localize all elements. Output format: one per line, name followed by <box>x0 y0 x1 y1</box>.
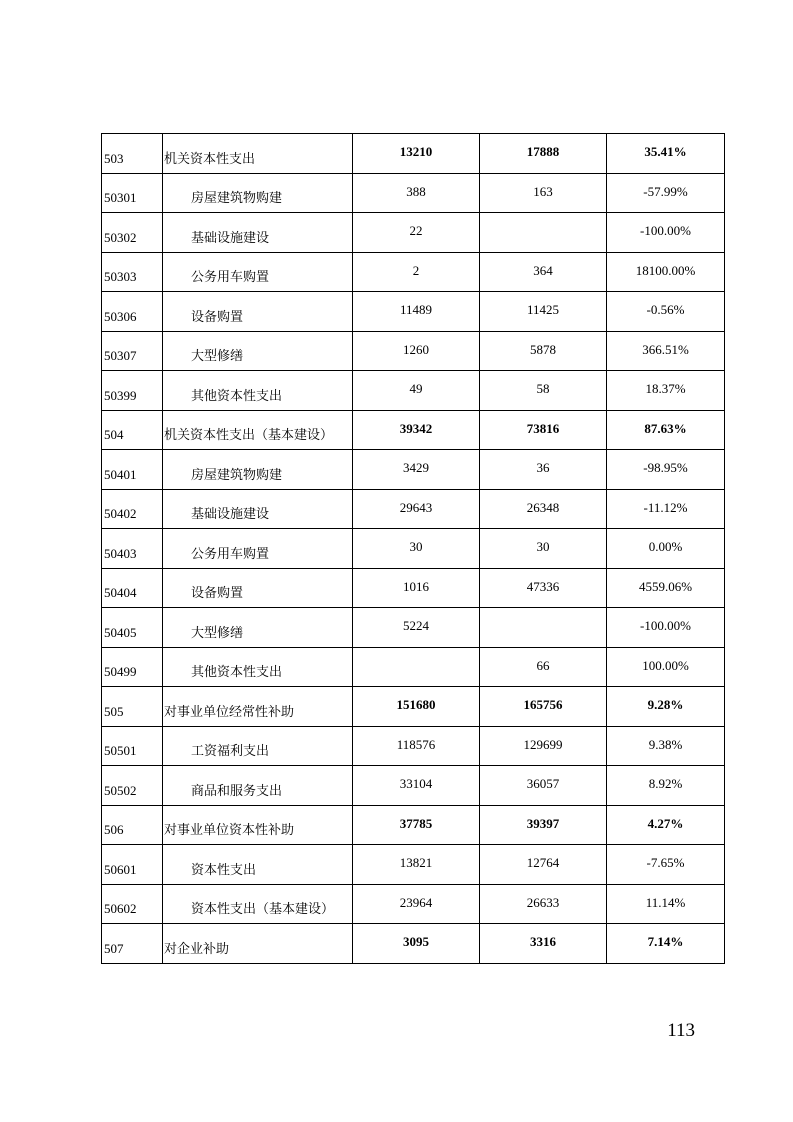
row-value-curr: 36057 <box>480 766 607 806</box>
row-code: 50405 <box>102 608 163 648</box>
row-change-pct: 35.41% <box>607 134 725 174</box>
table-row <box>102 134 725 174</box>
row-value-curr: 12764 <box>480 845 607 885</box>
row-change-pct: 9.38% <box>607 726 725 766</box>
table-body <box>102 134 725 964</box>
table-row <box>102 687 725 727</box>
row-change-pct: -0.56% <box>607 292 725 332</box>
row-value-curr: 58 <box>480 371 607 411</box>
row-value-curr: 364 <box>480 252 607 292</box>
row-change-pct: 7.14% <box>607 924 725 964</box>
row-value-curr: 11425 <box>480 292 607 332</box>
table-row <box>102 489 725 529</box>
row-code: 504 <box>102 410 163 450</box>
row-change-pct: 100.00% <box>607 647 725 687</box>
row-value-curr: 73816 <box>480 410 607 450</box>
row-change-pct: -11.12% <box>607 489 725 529</box>
table-row <box>102 331 725 371</box>
row-value-prev: 30 <box>353 529 480 569</box>
row-value-prev: 49 <box>353 371 480 411</box>
row-code: 506 <box>102 805 163 845</box>
row-code: 507 <box>102 924 163 964</box>
table-row <box>102 726 725 766</box>
row-item-name: 基础设施建设 <box>163 489 353 529</box>
row-item-name: 房屋建筑物购建 <box>163 450 353 490</box>
row-value-prev: 37785 <box>353 805 480 845</box>
row-value-prev: 1016 <box>353 568 480 608</box>
row-change-pct: 18.37% <box>607 371 725 411</box>
row-value-prev: 29643 <box>353 489 480 529</box>
row-value-prev: 1260 <box>353 331 480 371</box>
row-change-pct: 87.63% <box>607 410 725 450</box>
row-value-curr <box>480 213 607 253</box>
row-code: 505 <box>102 687 163 727</box>
row-code: 50401 <box>102 450 163 490</box>
table-row <box>102 371 725 411</box>
row-value-prev: 22 <box>353 213 480 253</box>
row-item-name: 资本性支出 <box>163 845 353 885</box>
row-code: 50301 <box>102 173 163 213</box>
row-item-name: 机关资本性支出 <box>163 134 353 174</box>
row-value-curr: 30 <box>480 529 607 569</box>
row-value-prev: 13210 <box>353 134 480 174</box>
row-change-pct: -98.95% <box>607 450 725 490</box>
row-code: 50501 <box>102 726 163 766</box>
row-value-prev: 23964 <box>353 884 480 924</box>
row-value-curr: 163 <box>480 173 607 213</box>
row-item-name: 房屋建筑物购建 <box>163 173 353 213</box>
row-change-pct: 9.28% <box>607 687 725 727</box>
row-item-name: 对企业补助 <box>163 924 353 964</box>
row-code: 503 <box>102 134 163 174</box>
row-value-prev <box>353 647 480 687</box>
row-change-pct: 0.00% <box>607 529 725 569</box>
table-row <box>102 766 725 806</box>
row-code: 50499 <box>102 647 163 687</box>
row-code: 50601 <box>102 845 163 885</box>
row-change-pct: 4.27% <box>607 805 725 845</box>
row-code: 50306 <box>102 292 163 332</box>
table-row <box>102 845 725 885</box>
table-row <box>102 213 725 253</box>
row-value-prev: 2 <box>353 252 480 292</box>
page-number: 113 <box>667 1020 695 1041</box>
row-value-prev: 33104 <box>353 766 480 806</box>
table-row <box>102 173 725 213</box>
row-change-pct: -100.00% <box>607 608 725 648</box>
row-item-name: 大型修缮 <box>163 608 353 648</box>
row-code: 50404 <box>102 568 163 608</box>
row-item-name: 公务用车购置 <box>163 252 353 292</box>
row-item-name: 对事业单位资本性补助 <box>163 805 353 845</box>
table-row <box>102 450 725 490</box>
row-item-name: 其他资本性支出 <box>163 371 353 411</box>
row-value-prev: 388 <box>353 173 480 213</box>
row-item-name: 机关资本性支出（基本建设） <box>163 410 353 450</box>
row-change-pct: 18100.00% <box>607 252 725 292</box>
row-value-prev: 39342 <box>353 410 480 450</box>
row-change-pct: -57.99% <box>607 173 725 213</box>
row-value-curr: 26633 <box>480 884 607 924</box>
table-row <box>102 529 725 569</box>
row-value-curr: 129699 <box>480 726 607 766</box>
row-value-curr: 47336 <box>480 568 607 608</box>
row-code: 50602 <box>102 884 163 924</box>
row-code: 50402 <box>102 489 163 529</box>
row-item-name: 对事业单位经常性补助 <box>163 687 353 727</box>
row-item-name: 商品和服务支出 <box>163 766 353 806</box>
row-change-pct: 8.92% <box>607 766 725 806</box>
row-code: 50399 <box>102 371 163 411</box>
row-item-name: 设备购置 <box>163 292 353 332</box>
budget-table <box>101 133 725 964</box>
row-code: 50303 <box>102 252 163 292</box>
table-row <box>102 568 725 608</box>
row-value-curr: 165756 <box>480 687 607 727</box>
row-value-curr: 36 <box>480 450 607 490</box>
row-value-prev: 11489 <box>353 292 480 332</box>
row-item-name: 大型修缮 <box>163 331 353 371</box>
row-value-prev: 13821 <box>353 845 480 885</box>
table-row <box>102 292 725 332</box>
table-row <box>102 647 725 687</box>
row-value-curr: 66 <box>480 647 607 687</box>
row-value-curr: 26348 <box>480 489 607 529</box>
row-value-curr <box>480 608 607 648</box>
table-row <box>102 924 725 964</box>
row-item-name: 公务用车购置 <box>163 529 353 569</box>
row-value-curr: 39397 <box>480 805 607 845</box>
row-value-prev: 3095 <box>353 924 480 964</box>
row-item-name: 基础设施建设 <box>163 213 353 253</box>
row-item-name: 设备购置 <box>163 568 353 608</box>
row-change-pct: -100.00% <box>607 213 725 253</box>
row-code: 50403 <box>102 529 163 569</box>
row-change-pct: 4559.06% <box>607 568 725 608</box>
row-change-pct: 366.51% <box>607 331 725 371</box>
row-code: 50302 <box>102 213 163 253</box>
row-value-prev: 3429 <box>353 450 480 490</box>
row-value-curr: 3316 <box>480 924 607 964</box>
table-row <box>102 805 725 845</box>
row-change-pct: 11.14% <box>607 884 725 924</box>
row-change-pct: -7.65% <box>607 845 725 885</box>
row-value-curr: 5878 <box>480 331 607 371</box>
row-code: 50307 <box>102 331 163 371</box>
row-code: 50502 <box>102 766 163 806</box>
row-value-prev: 151680 <box>353 687 480 727</box>
row-item-name: 工资福利支出 <box>163 726 353 766</box>
table-row <box>102 608 725 648</box>
row-value-prev: 118576 <box>353 726 480 766</box>
row-value-curr: 17888 <box>480 134 607 174</box>
row-item-name: 资本性支出（基本建设） <box>163 884 353 924</box>
table-row <box>102 884 725 924</box>
row-value-prev: 5224 <box>353 608 480 648</box>
table-row <box>102 252 725 292</box>
table-row <box>102 410 725 450</box>
row-item-name: 其他资本性支出 <box>163 647 353 687</box>
